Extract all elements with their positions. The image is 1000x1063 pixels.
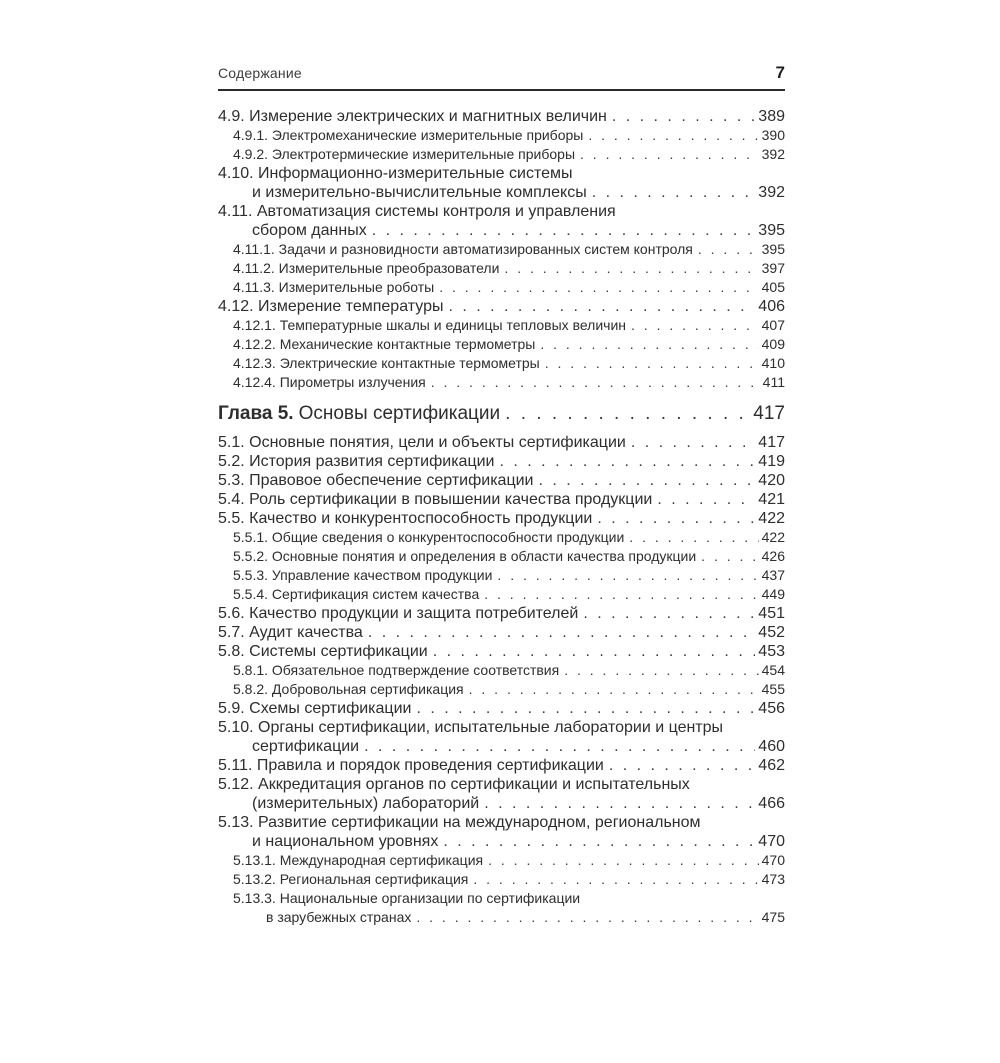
toc-entry bbox=[218, 794, 785, 813]
dot-leader bbox=[500, 452, 756, 471]
toc-entry-text: в зарубежных странах bbox=[266, 909, 412, 925]
toc-entry-page: 449 bbox=[761, 586, 785, 602]
dot-leader bbox=[597, 509, 755, 528]
toc-entry bbox=[218, 490, 785, 509]
toc-entry-text: 5.13.1. Международная сертификация bbox=[233, 852, 484, 868]
toc-entry bbox=[218, 832, 785, 851]
toc-entry-text: 4.9.1. Электромеханические измерительные приборы bbox=[233, 127, 584, 143]
toc-entry bbox=[218, 870, 785, 889]
toc-list bbox=[218, 107, 785, 927]
toc-entry-text: 5.4. Роль сертификации в повышении качества продукции bbox=[218, 491, 653, 508]
toc-entry-text: сбором данных bbox=[252, 222, 367, 239]
toc-entry bbox=[218, 737, 785, 756]
toc-entry-prefix: Глава 5. bbox=[218, 403, 294, 424]
dot-leader bbox=[473, 870, 758, 889]
dot-leader bbox=[448, 297, 755, 316]
toc-entry bbox=[218, 851, 785, 870]
dot-leader bbox=[564, 661, 758, 680]
toc-entry-page: 405 bbox=[761, 279, 785, 295]
toc-entry-text: 4.12.3. Электрические контактные термометры bbox=[233, 355, 540, 371]
toc-entry bbox=[218, 661, 785, 680]
toc-entry bbox=[218, 145, 785, 164]
toc-entry bbox=[218, 126, 785, 145]
toc-entry-page: 460 bbox=[758, 738, 785, 755]
dot-leader bbox=[439, 278, 758, 297]
toc-entry-text: 5.9. Схемы сертификации bbox=[218, 700, 412, 717]
dot-leader bbox=[372, 221, 756, 240]
toc-entry-page: 473 bbox=[761, 871, 785, 887]
toc-entry-page: 437 bbox=[761, 567, 785, 583]
dot-leader bbox=[416, 908, 758, 927]
toc-entry-page: 397 bbox=[761, 260, 785, 276]
toc-entry-text: 5.13. Развитие сертификации на международном, региональном bbox=[218, 814, 701, 831]
toc-entry-text: 4.11.2. Измерительные преобразователи bbox=[233, 260, 500, 276]
dot-leader bbox=[431, 373, 760, 392]
toc-entry-text: Основы сертификации bbox=[298, 403, 501, 424]
toc-entry-text: 5.11. Правила и порядок проведения сертификации bbox=[218, 757, 604, 774]
toc-entry bbox=[218, 813, 785, 832]
toc-entry bbox=[218, 528, 785, 547]
toc-entry-page: 411 bbox=[762, 374, 785, 390]
toc-entry-text: 5.8.1. Обязательное подтверждение соответствия bbox=[233, 662, 560, 678]
toc-entry-text: 4.12.4. Пирометры излучения bbox=[233, 374, 426, 390]
dot-leader bbox=[698, 240, 759, 259]
toc-entry-text: 4.11. Автоматизация системы контроля и управления bbox=[218, 203, 616, 220]
toc-entry bbox=[218, 623, 785, 642]
toc-entry-page: 410 bbox=[761, 355, 785, 371]
toc-entry-page: 395 bbox=[761, 241, 785, 257]
toc-entry-page: 406 bbox=[758, 298, 785, 315]
dot-leader bbox=[609, 756, 755, 775]
toc-entry-page: 395 bbox=[758, 222, 785, 239]
toc-entry-page: 462 bbox=[758, 757, 785, 774]
running-head bbox=[218, 63, 785, 91]
toc-entry bbox=[218, 316, 785, 335]
toc-entry-page: 417 bbox=[753, 403, 785, 424]
toc-entry-page: 389 bbox=[758, 108, 785, 125]
toc-entry bbox=[218, 402, 785, 426]
running-head-page-number: 7 bbox=[775, 63, 785, 82]
toc-entry-text: 5.8. Системы сертификации bbox=[218, 643, 428, 660]
toc-entry bbox=[218, 889, 785, 908]
toc-entry-page: 419 bbox=[758, 453, 785, 470]
dot-leader bbox=[364, 737, 755, 756]
dot-leader bbox=[592, 183, 756, 202]
toc-entry bbox=[218, 433, 785, 452]
toc-entry-page: 407 bbox=[761, 317, 785, 333]
dot-leader bbox=[505, 402, 750, 426]
toc-entry bbox=[218, 509, 785, 528]
toc-entry bbox=[218, 259, 785, 278]
toc-entry bbox=[218, 642, 785, 661]
toc-entry-text: 5.5.3. Управление качеством продукции bbox=[233, 567, 493, 583]
toc-entry bbox=[218, 718, 785, 737]
toc-entry bbox=[218, 373, 785, 392]
toc-entry bbox=[218, 221, 785, 240]
dot-leader bbox=[588, 126, 758, 145]
dot-leader bbox=[488, 851, 759, 870]
dot-leader bbox=[443, 832, 755, 851]
book-page bbox=[0, 63, 1000, 1063]
toc-entry-text: 4.10. Информационно-измерительные системы bbox=[218, 165, 573, 182]
toc-entry bbox=[218, 202, 785, 221]
toc-entry-text: 5.13.3. Национальные организации по сертификации bbox=[233, 890, 581, 906]
toc-entry-text: 5.8.2. Добровольная сертификация bbox=[233, 681, 464, 697]
toc-entry bbox=[218, 354, 785, 373]
toc-entry-text: 4.11.3. Измерительные роботы bbox=[233, 279, 435, 295]
toc-entry-text: 4.9.2. Электротермические измерительные приборы bbox=[233, 146, 576, 162]
dot-leader bbox=[631, 316, 759, 335]
toc-entry-page: 422 bbox=[758, 510, 785, 527]
toc-entry bbox=[218, 297, 785, 316]
toc-entry-text: 4.12. Измерение температуры bbox=[218, 298, 444, 315]
toc-entry-page: 452 bbox=[758, 624, 785, 641]
dot-leader bbox=[629, 528, 758, 547]
dot-leader bbox=[538, 471, 755, 490]
toc-entry bbox=[218, 240, 785, 259]
toc-entry-text: 5.10. Органы сертификации, испытательные лаборатории и центры bbox=[218, 719, 724, 736]
toc-entry-text: 4.9. Измерение электрических и магнитных величин bbox=[218, 108, 607, 125]
dot-leader bbox=[504, 259, 758, 278]
dot-leader bbox=[583, 604, 755, 623]
toc-entry-page: 466 bbox=[758, 795, 785, 812]
dot-leader bbox=[416, 699, 755, 718]
toc-entry bbox=[218, 585, 785, 604]
toc-entry-text: 4.12.1. Температурные шкалы и единицы тепловых величин bbox=[233, 317, 627, 333]
toc-entry-text: 5.7. Аудит качества bbox=[218, 624, 363, 641]
toc-entry-text: и национальном уровнях bbox=[252, 833, 439, 850]
toc-entry bbox=[218, 775, 785, 794]
running-head-title: Содержание bbox=[218, 65, 302, 81]
dot-leader bbox=[433, 642, 756, 661]
toc-entry-page: 420 bbox=[758, 472, 785, 489]
toc-entry bbox=[218, 680, 785, 699]
toc-entry-page: 390 bbox=[761, 127, 785, 143]
toc-entry-page: 451 bbox=[758, 605, 785, 622]
toc-entry-text: 5.13.2. Региональная сертификация bbox=[233, 871, 469, 887]
toc-entry-text: 5.1. Основные понятия, цели и объекты сертификации bbox=[218, 434, 626, 451]
toc-entry-page: 456 bbox=[758, 700, 785, 717]
toc-entry-page: 453 bbox=[758, 643, 785, 660]
toc-entry-page: 426 bbox=[761, 548, 785, 564]
toc-entry bbox=[218, 335, 785, 354]
dot-leader bbox=[657, 490, 755, 509]
toc-entry-page: 470 bbox=[761, 852, 785, 868]
toc-entry bbox=[218, 604, 785, 623]
toc-entry bbox=[218, 566, 785, 585]
toc-entry-page: 392 bbox=[758, 184, 785, 201]
dot-leader bbox=[631, 433, 755, 452]
toc-entry-page: 475 bbox=[761, 909, 785, 925]
toc-entry-text: 5.12. Аккредитация органов по сертификации и испытательных bbox=[218, 776, 690, 793]
dot-leader bbox=[469, 680, 759, 699]
toc-entry bbox=[218, 278, 785, 297]
toc-entry-page: 421 bbox=[758, 491, 785, 508]
dot-leader bbox=[580, 145, 759, 164]
toc-entry-page: 454 bbox=[761, 662, 785, 678]
dot-leader bbox=[540, 335, 758, 354]
toc-entry-text: сертификации bbox=[252, 738, 360, 755]
dot-leader bbox=[484, 794, 755, 813]
dot-leader bbox=[701, 547, 758, 566]
toc-entry-page: 470 bbox=[758, 833, 785, 850]
toc-entry-page: 409 bbox=[761, 336, 785, 352]
toc-entry bbox=[218, 452, 785, 471]
toc-entry-page: 392 bbox=[761, 146, 785, 162]
dot-leader bbox=[545, 354, 759, 373]
toc-entry-text: 5.5.4. Сертификация систем качества bbox=[233, 586, 480, 602]
toc-entry-text: 5.5. Качество и конкурентоспособность продукции bbox=[218, 510, 593, 527]
toc-entry-text: (измерительных) лабораторий bbox=[252, 795, 480, 812]
toc-entry bbox=[218, 699, 785, 718]
toc-entry-page: 422 bbox=[761, 529, 785, 545]
toc-entry bbox=[218, 107, 785, 126]
toc-entry bbox=[218, 547, 785, 566]
toc-entry bbox=[218, 908, 785, 927]
toc-entry-text: 5.5.2. Основные понятия и определения в области качества продукции bbox=[233, 548, 697, 564]
toc-entry-text: 5.5.1. Общие сведения о конкурентоспособности продукции bbox=[233, 529, 625, 545]
dot-leader bbox=[612, 107, 755, 126]
toc-entry bbox=[218, 756, 785, 775]
toc-entry-text: и измерительно-вычислительные комплексы bbox=[252, 184, 587, 201]
toc-entry-text: 5.6. Качество продукции и защита потребителей bbox=[218, 605, 579, 622]
toc-entry-text: 5.2. История развития сертификации bbox=[218, 453, 495, 470]
toc-entry-page: 417 bbox=[758, 434, 785, 451]
toc-entry bbox=[218, 183, 785, 202]
dot-leader bbox=[484, 585, 758, 604]
toc-entry-text: 5.3. Правовое обеспечение сертификации bbox=[218, 472, 534, 489]
dot-leader bbox=[368, 623, 755, 642]
dot-leader bbox=[497, 566, 758, 585]
toc-entry bbox=[218, 471, 785, 490]
toc-entry-page: 455 bbox=[761, 681, 785, 697]
toc-entry-text: 4.12.2. Механические контактные термометры bbox=[233, 336, 536, 352]
toc-entry bbox=[218, 164, 785, 183]
toc-entry-text: 4.11.1. Задачи и разновидности автоматизированных систем контроля bbox=[233, 241, 693, 257]
